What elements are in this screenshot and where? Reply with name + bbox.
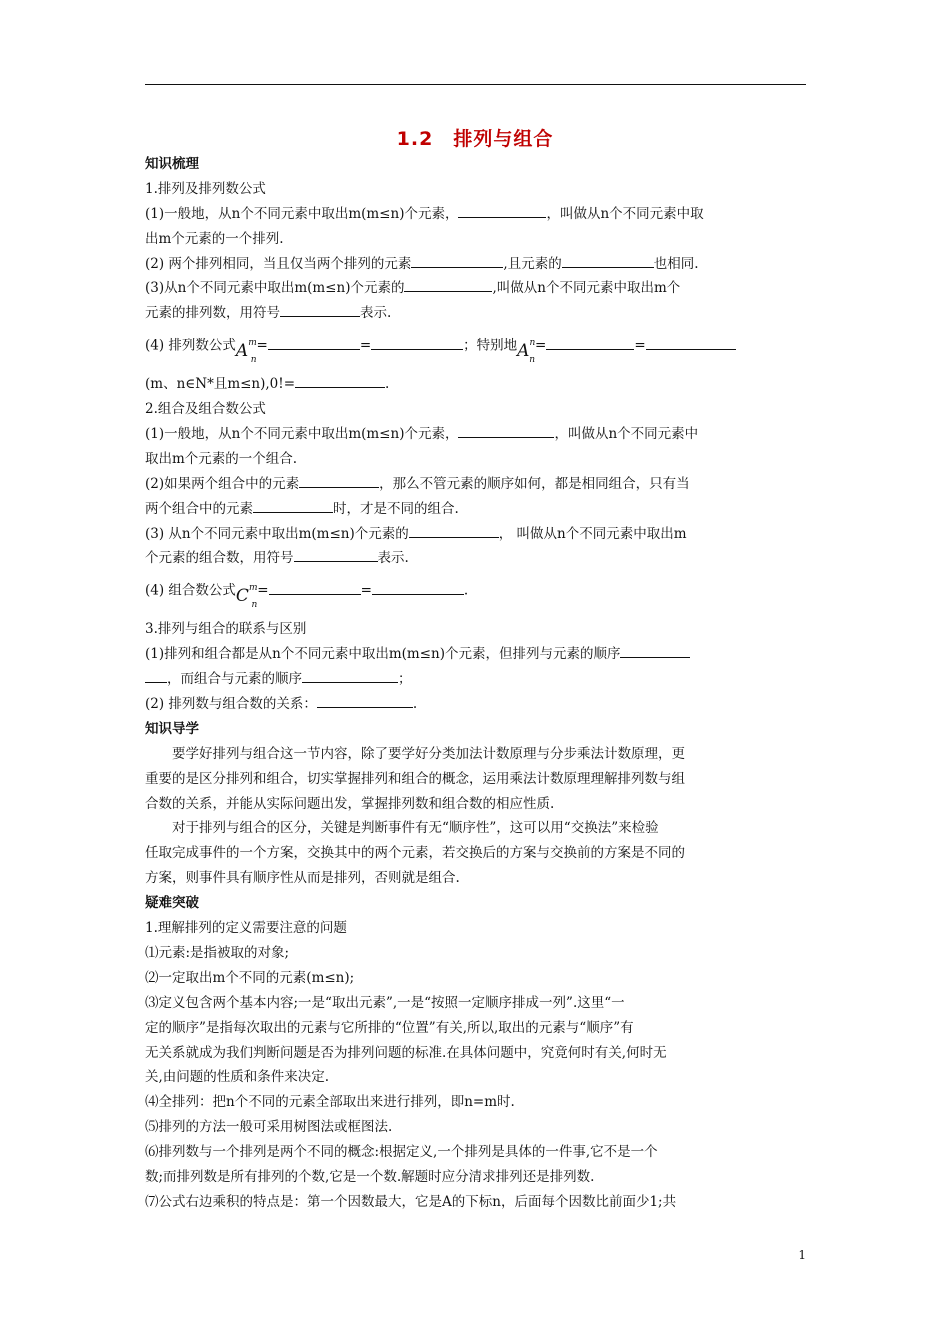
fill-blank [646, 336, 736, 350]
text-line: ⑹排列数与一个排列是两个不同的概念:根据定义,一个排列是具体的一件事,它不是一个 [145, 1144, 658, 1161]
text-line: 任取完成事件的一个方案，交换其中的两个元素，若交换后的方案与交换前的方案是不同的 [145, 845, 685, 862]
section-heading: 疑难突破 [145, 895, 199, 912]
fill-blank [372, 581, 464, 595]
text-line: (1)排列和组合都是从n个不同元素中取出m(m≤n)个元素，但排列与元素的顺序 [145, 642, 807, 667]
text-line: ，而组合与元素的顺序 ； [145, 667, 807, 692]
text-line: 对于排列与组合的区分，关键是判断事件有无“顺序性”，这可以用“交换法”来检验 [172, 820, 659, 837]
text-line: 1.排列及排列数公式 [145, 180, 266, 197]
fill-blank [458, 424, 554, 438]
text-line: (1)一般地，从n个不同元素中取出m(m≤n)个元素， ，叫做从n个不同元素中 [145, 426, 699, 443]
fill-blank [404, 278, 492, 292]
text-line: 定的顺序”是指每次取出的元素与它所排的“位置”有关,所以,取出的元素与“顺序”有 [145, 1019, 634, 1036]
text-line: (2)如果两个组合中的元素 ，那么不管元素的顺序如何，都是相同组合，只有当 [145, 475, 690, 492]
document-body [145, 152, 807, 1215]
text-line: 方案，则事件具有顺序性从而是排列，否则就是组合. [145, 870, 460, 887]
fill-blank [253, 499, 333, 513]
fill-blank [294, 548, 378, 562]
text-line: 要学好排列与组合这一节内容，除了要学好分类加法计数原理与分步乘法计数原理，更 [172, 745, 685, 762]
text-line: 1.理解排列的定义需要注意的问题 [145, 920, 347, 937]
fill-blank [302, 669, 398, 683]
text-line: ⑸排列的方法一般可采用树图法或框图法. [145, 1119, 393, 1136]
fill-blank [268, 336, 360, 350]
page-title: 1.2 排列与组合 [396, 128, 554, 150]
fill-blank [562, 254, 654, 268]
text-line: (1)一般地，从n个不同元素中取出m(m≤n)个元素， ，叫做从n个不同元素中取 [145, 205, 704, 222]
text-line: 两个组合中的元素 时，才是不同的组合. [145, 500, 459, 517]
combination-symbol: $C^m_n$ [235, 583, 258, 611]
permutation-symbol: $A^n_n$ [517, 338, 536, 366]
fill-blank [371, 336, 463, 350]
permutation-symbol: $A^m_n$ [235, 338, 257, 366]
text-line: 取出m个元素的一个组合. [145, 450, 298, 467]
text-line: 2.组合及组合数公式 [145, 401, 266, 418]
text-line: (3)从n个不同元素中取出m(m≤n)个元素的 ,叫做从n个不同元素中取出m个 [145, 280, 681, 297]
text-line: 关,由问题的性质和条件来决定. [145, 1069, 330, 1086]
text-line: (4) 排列数公式$A^m_n=$ = ；特别地$A^n_n=$ = [145, 326, 807, 372]
text-line: ⑵一定取出m个不同的元素(m≤n); [145, 969, 355, 986]
fill-blank [546, 336, 634, 350]
text-line: (2) 排列数与组合数的关系： . [145, 696, 418, 713]
fill-blank [295, 374, 385, 388]
text-line: 3.排列与组合的联系与区别 [145, 621, 307, 638]
fill-blank [411, 254, 503, 268]
fill-blank [620, 644, 690, 658]
fill-blank [458, 204, 546, 218]
text-line: 出m个元素的一个排列. [145, 230, 284, 247]
text-line: 数;而排列数是所有排列的个数,它是一个数.解题时应分清求排列还是排列数. [145, 1168, 595, 1185]
fill-blank [280, 303, 360, 317]
fill-blank [409, 524, 499, 538]
text-line: 重要的是区分排列和组合，切实掌握排列和组合的概念，运用乘法计数原理理解排列数与组 [145, 770, 685, 787]
text-line: 无关系就成为我们判断问题是否为排列问题的标准.在具体问题中，究竟何时有关,何时无 [145, 1044, 667, 1061]
page-number: 1 [798, 1248, 806, 1262]
text-line: 个元素的组合数，用符号 表示. [145, 550, 409, 567]
text-line: ⑶定义包含两个基本内容;一是“取出元素”,一是“按照一定顺序排成一列”.这里“一 [145, 994, 625, 1011]
section-heading: 知识梳理 [145, 156, 199, 172]
text-line: ⑴元素:是指被取的对象; [145, 944, 290, 961]
text-line: (m、n∈N*且m≤n),0!= . [145, 376, 390, 393]
text-line: 元素的排列数，用符号 表示. [145, 305, 392, 322]
text-line: (2) 两个排列相同，当且仅当两个排列的元素 ,且元素的 也相同. [145, 255, 699, 272]
text-line: 合数的关系，并能从实际问题出发，掌握排列数和组合数的相应性质. [145, 795, 555, 812]
text-line: ⑺公式右边乘积的特点是：第一个因数最大，它是A的下标n，后面每个因数比前面少1;共 [145, 1193, 677, 1210]
fill-blank [299, 474, 379, 488]
fill-blank [145, 669, 167, 683]
fill-blank [269, 581, 361, 595]
section-heading: 知识导学 [145, 720, 199, 737]
text-line: ⑷全排列：把n个不同的元素全部取出来进行排列，即n=m时. [145, 1094, 515, 1111]
text-line: (3) 从n个不同元素中取出m(m≤n)个元素的 ， 叫做从n个不同元素中取出m [145, 525, 687, 542]
text-line: (4) 组合数公式$C^m_n=$ = . [145, 583, 469, 611]
header-rule [145, 84, 806, 85]
fill-blank [317, 694, 413, 708]
